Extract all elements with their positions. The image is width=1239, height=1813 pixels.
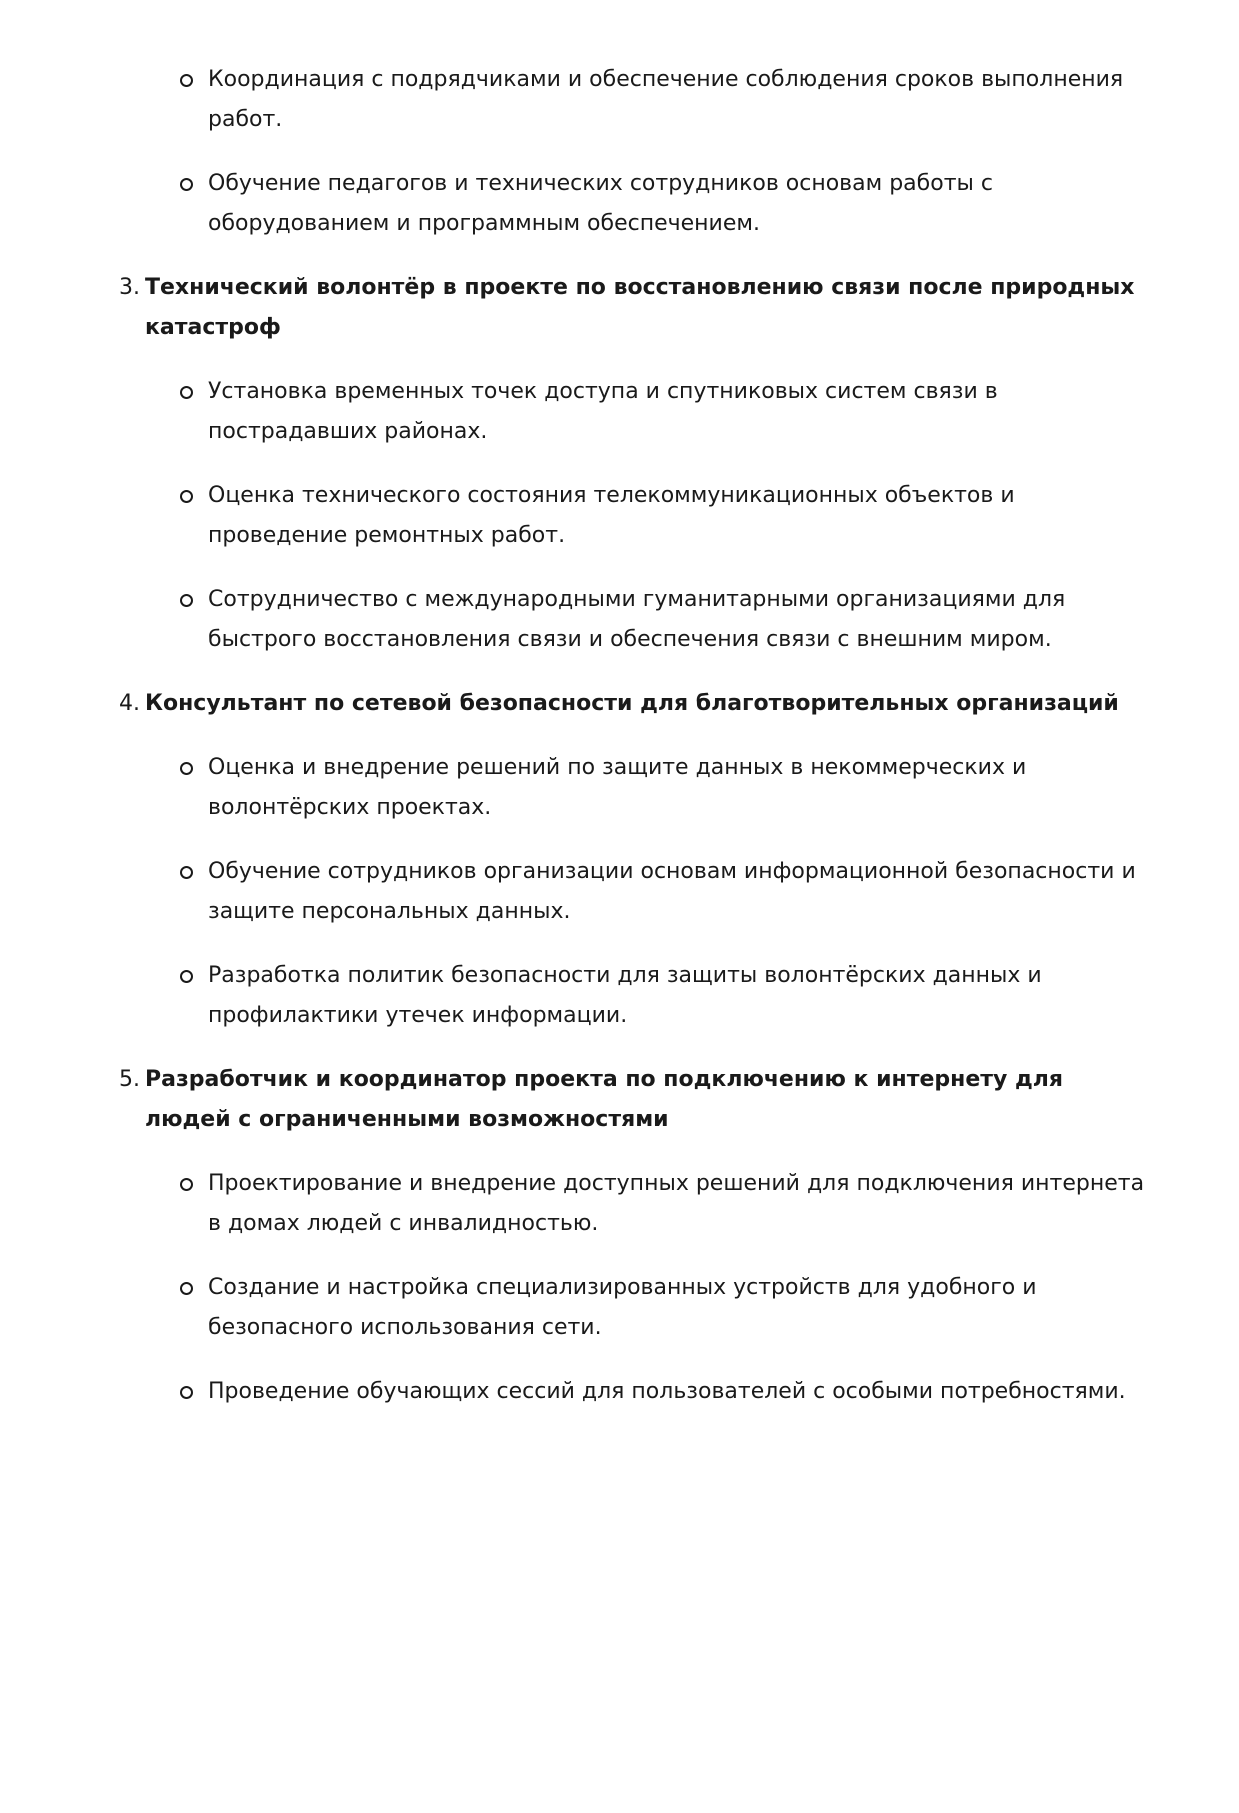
list-item	[0, 60, 1239, 140]
list-item-text: Разработка политик безопасности для защиты волонтёрских данных и профилактики утечек информации.	[208, 963, 1042, 1028]
list-item	[0, 956, 1239, 1036]
hollow-bullet-icon	[180, 1178, 193, 1191]
hollow-bullet-icon	[180, 1282, 193, 1295]
section-heading	[0, 268, 1239, 348]
section-5	[0, 1060, 1239, 1412]
list-item-text: Оценка технического состояния телекоммуникационных объектов и проведение ремонтных работ.	[208, 483, 1015, 548]
hollow-bullet-icon	[180, 386, 193, 399]
list-item-text: Координация с подрядчиками и обеспечение соблюдения сроков выполнения работ.	[208, 67, 1124, 132]
hollow-bullet-icon	[180, 762, 193, 775]
list-item-text: Обучение сотрудников организации основам информационной безопасности и защите персональных данных.	[208, 859, 1136, 924]
list-item	[0, 748, 1239, 828]
hollow-bullet-icon	[180, 178, 193, 191]
list-item	[0, 1268, 1239, 1348]
list-item	[0, 1164, 1239, 1244]
section-3	[0, 268, 1239, 660]
section-title: Разработчик и координатор проекта по подключению к интернету для людей с ограниченными возможностями	[145, 1067, 1064, 1132]
section-heading	[0, 1060, 1239, 1140]
list-item-text: Обучение педагогов и технических сотрудников основам работы с оборудованием и программным обеспечением.	[208, 171, 993, 236]
list-item-text: Проектирование и внедрение доступных решений для подключения интернета в домах людей с инвалидностью.	[208, 1171, 1145, 1236]
hollow-bullet-icon	[180, 970, 193, 983]
hollow-bullet-icon	[180, 490, 193, 503]
list-item	[0, 164, 1239, 244]
bullet-list	[0, 1164, 1239, 1412]
hollow-bullet-icon	[180, 594, 193, 607]
section-number: 5.	[119, 1067, 140, 1092]
list-item-text: Установка временных точек доступа и спутниковых систем связи в пострадавших районах.	[208, 379, 998, 444]
section-4	[0, 684, 1239, 1036]
section-title: Технический волонтёр в проекте по восстановлению связи после природных катастроф	[145, 275, 1135, 340]
bullet-list	[0, 748, 1239, 1036]
list-item	[0, 580, 1239, 660]
list-item-text: Сотрудничество с международными гуманитарными организациями для быстрого восстановления связи и обеспечения связи с внешним миром.	[208, 587, 1066, 652]
list-item	[0, 852, 1239, 932]
list-item	[0, 1372, 1239, 1412]
list-item-text: Оценка и внедрение решений по защите данных в некоммерческих и волонтёрских проектах.	[208, 755, 1027, 820]
hollow-bullet-icon	[180, 74, 193, 87]
hollow-bullet-icon	[180, 1386, 193, 1399]
list-item	[0, 372, 1239, 452]
section-heading	[0, 684, 1239, 724]
section-number: 4.	[119, 691, 140, 716]
list-item-text: Создание и настройка специализированных устройств для удобного и безопасного использования сети.	[208, 1275, 1037, 1340]
list-item-text: Проведение обучающих сессий для пользователей с особыми потребностями.	[208, 1379, 1126, 1404]
section-number: 3.	[119, 275, 140, 300]
continued-bullet-list	[0, 60, 1239, 244]
hollow-bullet-icon	[180, 866, 193, 879]
list-item	[0, 476, 1239, 556]
section-title: Консультант по сетевой безопасности для благотворительных организаций	[145, 691, 1119, 716]
bullet-list	[0, 372, 1239, 660]
